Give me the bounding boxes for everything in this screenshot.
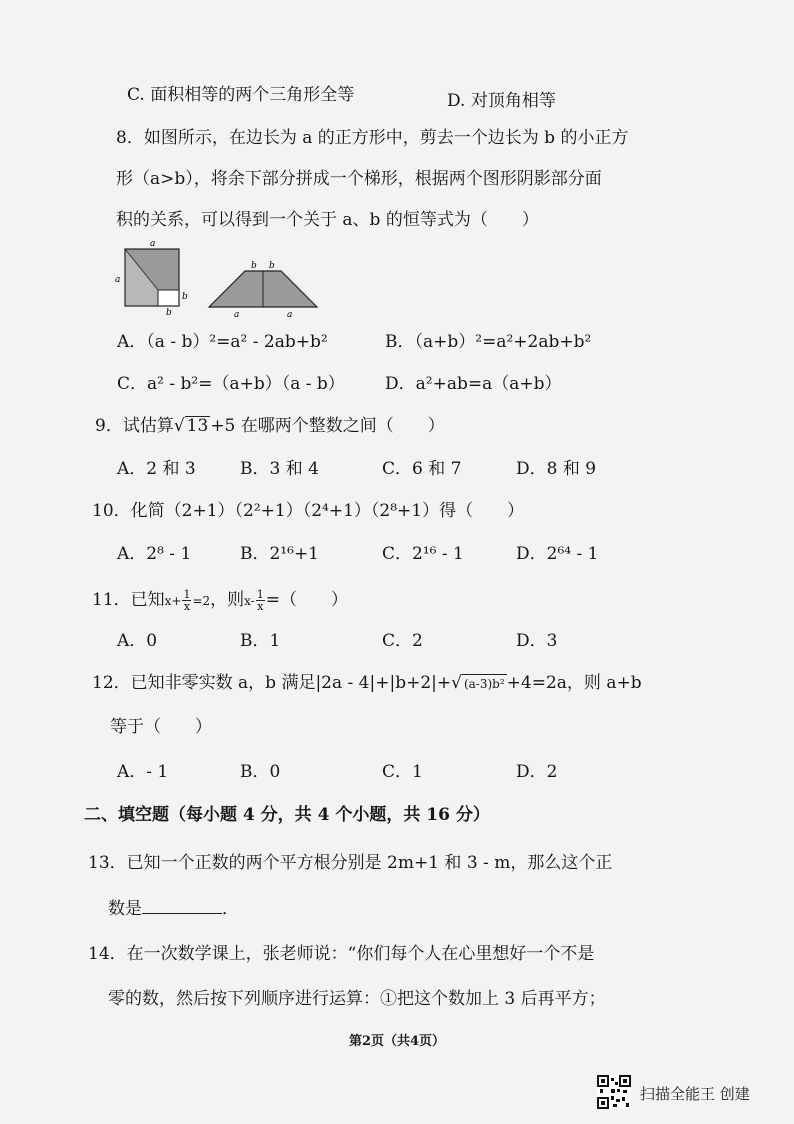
q9-sqrt-arg: 13 [186,416,209,436]
q11-stem: 11．已知x+ $\frac{1}{x}$ =2，则x- $\frac{1}{x}$ =（ ） [92,588,349,613]
fig-label-b-bottom: b [166,308,172,318]
q9-option-a: A．2 和 3 [117,459,196,479]
trap-label-a2: a [287,310,293,318]
q12-stem-line1: 12．已知非零实数 a，b 满足|2a - 4|+|b+2|+√ (a-3)b² +4=2a，则 a+b [92,673,642,693]
q13-stem-line2: 数是 ． [108,899,239,919]
q12-option-d: D．2 [516,762,558,782]
q8-figure [110,238,330,318]
q8-stem-line2: 形（a>b），将余下部分拼成一个梯形，根据两个图形阴影部分面 [116,169,602,189]
q8-option-a: A．（a - b）²=a² - 2ab+b² [117,332,328,352]
q7-option-d: D. 对顶角相等 [447,91,556,111]
q12-stem-line2: 等于（ ） [110,717,212,737]
q8-option-c: C．a² - b²=（a+b）（a - b） [117,374,345,394]
trapezoid-figure [209,261,317,318]
q7-option-c: C. 面积相等的两个三角形全等 [127,85,355,105]
q9-option-b: B．3 和 4 [240,459,319,479]
q11-frac-2: $\frac{1}{x}$ [256,588,264,613]
q10-option-d: D．2⁶⁴ - 1 [516,544,599,564]
q13-stem-line1: 13．已知一个正数的两个平方根分别是 2m+1 和 3 - m，那么这个正 [88,853,613,873]
q11-option-d: D．3 [516,631,558,651]
q10-option-b: B．2¹⁶+1 [240,544,319,564]
q8-option-b: B．（a+b）²=a²+2ab+b² [385,332,592,352]
q9-option-d: D．8 和 9 [516,459,597,479]
q14-stem-line1: 14．在一次数学课上，张老师说：“你们每个人在心里想好一个不是 [88,944,595,964]
fig-label-a-top: a [150,239,156,249]
q12-sqrt-arg: (a-3)b² [462,674,507,693]
scanner-brand: 扫描全能王 创建 [640,1085,750,1103]
qr-code-icon [597,1075,631,1109]
q9-stem: 9．试估算√ 13 +5 在哪两个整数之间（ ） [95,416,445,436]
q8-stem-line3: 积的关系，可以得到一个关于 a、b 的恒等式为（ ） [116,210,539,230]
q11-option-c: C．2 [382,631,423,651]
trap-label-b1: b [251,261,257,271]
square-figure [115,239,188,318]
q12-option-a: A．- 1 [117,762,169,782]
q11-option-a: A．0 [117,631,158,651]
q10-option-a: A．2⁸ - 1 [117,544,192,564]
q11-option-b: B．1 [240,631,281,651]
q9-option-c: C．6 和 7 [382,459,462,479]
trap-label-a1: a [234,310,240,318]
q12-option-c: C．1 [382,762,423,782]
section2-title: 二、填空题（每小题 4 分，共 4 个小题，共 16 分） [84,805,490,825]
q10-option-c: C．2¹⁶ - 1 [382,544,464,564]
q12-option-b: B．0 [240,762,281,782]
fig-label-a-left: a [115,275,121,285]
fig-label-b-right: b [182,292,188,302]
q13-answer-blank [142,897,222,914]
q8-option-d: D．a²+ab=a（a+b） [385,374,562,394]
page-footer: 第2页（共4页） [348,1034,446,1049]
q14-stem-line2: 零的数，然后按下列顺序进行运算：①把这个数加上 3 后再平方； [108,989,606,1009]
trap-label-b2: b [269,261,275,271]
q10-stem: 10．化简（2+1）（2²+1）（2⁴+1）（2⁸+1）得（ ） [92,501,525,521]
q11-frac-1: $\frac{1}{x}$ [183,588,191,613]
q8-stem-line1: 8．如图所示，在边长为 a 的正方形中，剪去一个边长为 b 的小正方 [116,128,629,148]
